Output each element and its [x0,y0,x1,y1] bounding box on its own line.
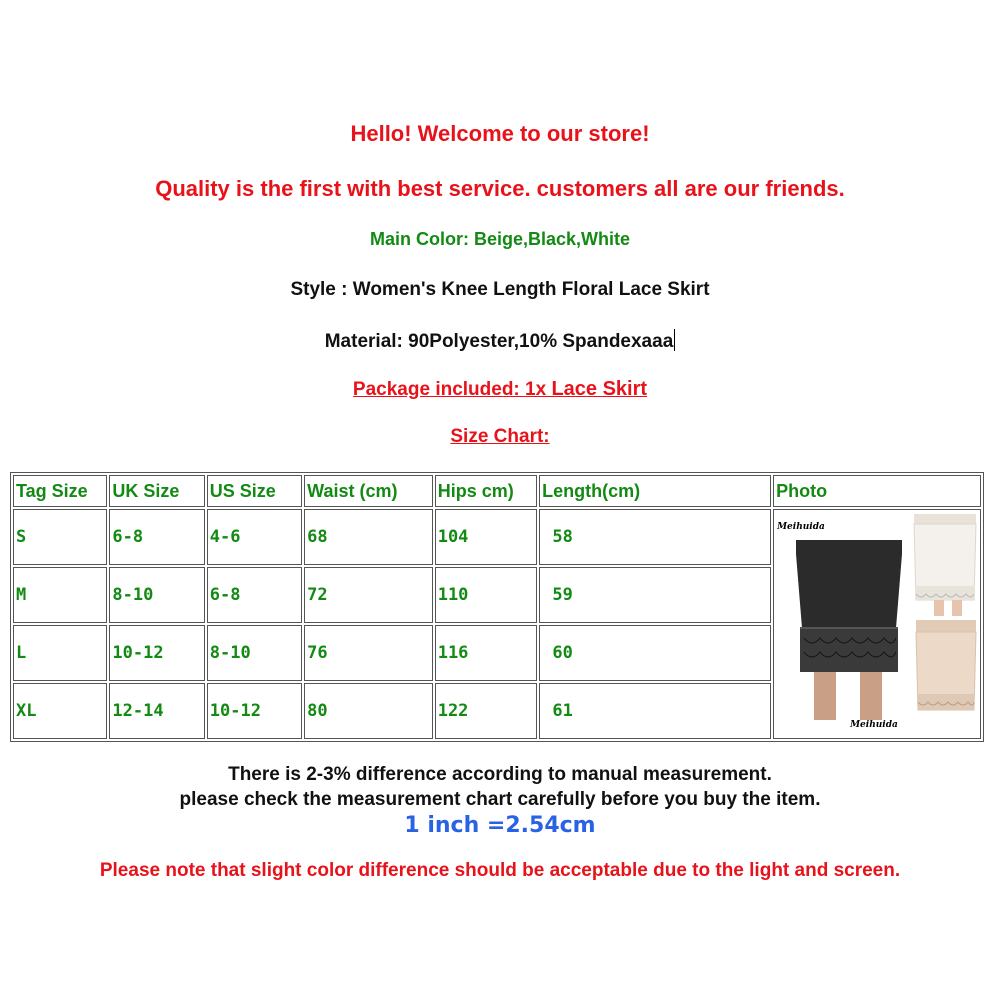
cell-hips: 116 [435,625,537,681]
cell-us-size: 10-12 [207,683,302,739]
cell-waist: 68 [304,509,433,565]
cell-tag-size: XL [13,683,107,739]
photo-watermark-bottom: Meihuida [850,720,898,730]
cell-waist: 76 [304,625,433,681]
material-value: Material: 90Polyester,10% Spandexaaa [324,331,674,352]
cell-us-size: 6-8 [207,567,302,623]
text-cursor [674,329,675,351]
cell-length: 60 [539,625,771,681]
cell-length: 59 [539,567,771,623]
cell-uk-size: 8-10 [109,567,204,623]
cell-length: 61 [539,683,771,739]
cell-hips: 122 [435,683,537,739]
inch-conversion: 1 inch =2.54cm [404,813,596,838]
color-difference-note: Please note that slight color difference should be acceptable due to the light and screen. [99,860,901,881]
header-hips: Hips cm) [435,475,537,507]
quality-heading: Quality is the first with best service. customers all are our friends. [155,176,845,201]
cell-uk-size: 6-8 [109,509,204,565]
check-chart-note: please check the measurement chart carefully before you buy the item. [179,789,821,810]
welcome-heading: Hello! Welcome to our store! [350,121,650,146]
measurement-note: There is 2-3% difference according to manual measurement. [228,764,772,785]
package-text [0,378,1000,401]
cell-hips: 104 [435,509,537,565]
header-uk-size: UK Size [109,475,204,507]
header-photo: Photo [773,475,981,507]
material-text [0,329,1000,353]
cell-tag-size: S [13,509,107,565]
skirt-illustration [774,510,980,736]
cell-tag-size: L [13,625,107,681]
table-row [13,509,981,565]
size-chart-table [10,472,984,742]
product-photo [774,510,980,736]
header-length: Length(cm) [539,475,771,507]
package-item: Lace Skirt [551,378,648,400]
main-color-text: Main Color: Beige,Black,White [369,229,631,249]
cell-uk-size: 12-14 [109,683,204,739]
product-photo-cell [773,509,981,739]
cell-us-size: 4-6 [207,509,302,565]
cell-waist: 80 [304,683,433,739]
header-waist: Waist (cm) [304,475,433,507]
photo-watermark-top: Meihuida [777,522,825,532]
table-header-row [13,475,981,507]
header-tag-size: Tag Size [13,475,107,507]
size-chart-title: Size Chart: [450,426,550,447]
cell-hips: 110 [435,567,537,623]
style-text: Style : Women's Knee Length Floral Lace Skirt [290,279,710,300]
cell-length: 58 [539,509,771,565]
cell-waist: 72 [304,567,433,623]
header-us-size: US Size [207,475,302,507]
cell-tag-size: M [13,567,107,623]
package-prefix: Package included: 1x [352,379,552,400]
cell-uk-size: 10-12 [109,625,204,681]
cell-us-size: 8-10 [207,625,302,681]
